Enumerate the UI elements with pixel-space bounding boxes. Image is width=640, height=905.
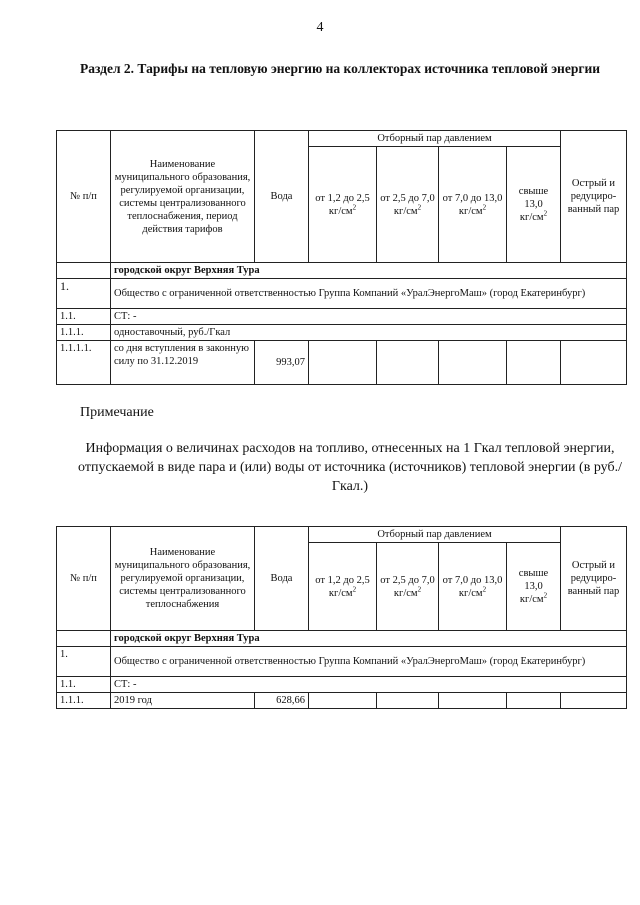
- header-water: Вода: [255, 131, 309, 263]
- header-pressure-2: от 2,5 до 7,0 $кг/см^2$: [377, 543, 439, 631]
- org-name: Общество с ограниченной ответственностью Группа Компаний «УралЭнергоМаш» (город Екатеринбург): [111, 647, 627, 677]
- header-sharp-steam: Острый и редуциро-ванный пар: [561, 131, 627, 263]
- header-num: № п/п: [57, 131, 111, 263]
- system-name: СТ: -: [111, 309, 627, 325]
- header-num: № п/п: [57, 527, 111, 631]
- district-name: городской округ Верхняя Тура: [111, 263, 627, 279]
- table-row: [57, 279, 627, 309]
- page-number: 4: [316, 20, 324, 35]
- table-row: [57, 647, 627, 677]
- section-title: Раздел 2. Тарифы на тепловую энергию на коллекторах источника тепловой энергии: [79, 61, 601, 76]
- header-name: Наименование муниципального образования, регулируемой организации, системы централизованного теплоснабжения, период действия тарифов: [111, 131, 255, 263]
- header-water: Вода: [255, 527, 309, 631]
- period-name: 2019 год: [111, 693, 255, 709]
- header-name: Наименование муниципального образования, регулируемой организации, системы централизованного теплоснабжения: [111, 527, 255, 631]
- row-num: 1.: [57, 647, 111, 677]
- header-pressure-2: от 2,5 до 7,0 $кг/см^2$: [377, 147, 439, 263]
- row-num: 1.: [57, 279, 111, 309]
- row-num: 1.1.1.: [57, 325, 111, 341]
- header-pressure-1: от 1,2 до 2,5 $кг/см^2$: [309, 543, 377, 631]
- row-num: 1.1.: [57, 309, 111, 325]
- row-num: 1.1.: [57, 677, 111, 693]
- water-value: 628,66: [255, 693, 309, 709]
- table-row: [57, 341, 627, 385]
- table-row: [57, 677, 627, 693]
- header-pressure-3: от 7,0 до 13,0 $кг/см^2$: [439, 543, 507, 631]
- table-row: [57, 693, 627, 709]
- system-name: СТ: -: [111, 677, 627, 693]
- period-name: со дня вступления в законную силу по 31.12.2019: [111, 341, 255, 385]
- org-name: Общество с ограниченной ответственностью Группа Компаний «УралЭнергоМаш» (город Екатеринбург): [111, 279, 627, 309]
- row-num: 1.1.1.1.: [57, 341, 111, 385]
- header-pressure-3: от 7,0 до 13,0 $кг/см^2$: [439, 147, 507, 263]
- table-row: [57, 263, 627, 279]
- tariff-type: одноставочный, руб./Гкал: [111, 325, 627, 341]
- header-pressure-1: от 1,2 до 2,5 $кг/см^2$: [309, 147, 377, 263]
- district-name: городской округ Верхняя Тура: [111, 631, 627, 647]
- info-text: Информация о величинах расходов на топливо, отнесенных на 1 Гкал тепловой энергии, отпускаемой в виде пара и (или) воды от источника (источников) тепловой энергии (в руб./Гкал.): [78, 441, 622, 494]
- table-row: [57, 309, 627, 325]
- water-value: 993,07: [255, 341, 309, 385]
- table-row: [57, 631, 627, 647]
- header-steam-group: Отборный пар давлением: [309, 131, 561, 147]
- row-num: 1.1.1.: [57, 693, 111, 709]
- fuel-cost-table: [56, 526, 627, 709]
- tariff-table: [56, 130, 627, 385]
- table-row: [57, 325, 627, 341]
- header-pressure-4: свыше 13,0 $кг/см^2$: [507, 543, 561, 631]
- header-steam-group: Отборный пар давлением: [309, 527, 561, 543]
- header-pressure-4: свыше 13,0 $кг/см^2$: [507, 147, 561, 263]
- header-sharp-steam: Острый и редуциро-ванный пар: [561, 527, 627, 631]
- note-heading: Примечание: [80, 405, 154, 420]
